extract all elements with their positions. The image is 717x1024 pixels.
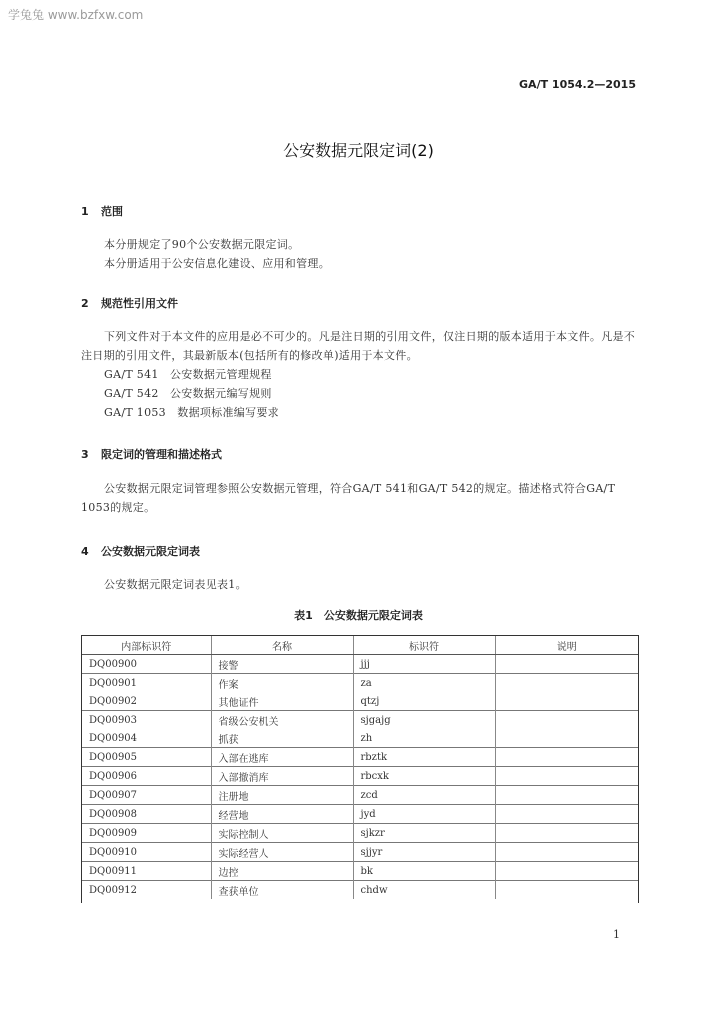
paragraph: 公安数据元限定词表见表1。 [104,578,247,591]
section-2-body [81,327,636,422]
cell-description [495,786,638,805]
reference-item: GA/T 541 公安数据元管理规程 [104,368,272,381]
cell-identifier: jyd [353,805,495,824]
table-caption: 表1 公安数据元限定词表 [294,609,423,622]
section-title: 公安数据元限定词表 [101,545,200,558]
cell-identifier: chdw [353,881,495,900]
cell-description [495,748,638,767]
cell-internal-id: DQ00910 [82,843,211,862]
cell-internal-id: DQ00902 [82,692,211,711]
table-row [82,843,638,862]
table-row [82,862,638,881]
watermark-text: 学兔兔 www.bzfxw.com [8,8,144,22]
cell-identifier: sjgajg [353,711,495,730]
reference-item: GA/T 1053 数据项标准编写要求 [104,406,279,419]
cell-name: 实际控制人 [211,824,353,843]
section-1-body [81,235,636,273]
header-name: 名称 [211,636,353,655]
cell-name: 作案 [211,674,353,693]
cell-name: 其他证件 [211,692,353,711]
cell-description [495,711,638,730]
cell-description [495,674,638,693]
section-1-heading [81,203,123,219]
cell-internal-id: DQ00909 [82,824,211,843]
section-3-body [81,479,636,517]
cell-name: 注册地 [211,786,353,805]
cell-identifier: sjkzr [353,824,495,843]
section-number: 4 [81,545,89,558]
cell-internal-id: DQ00912 [82,881,211,900]
cell-identifier: za [353,674,495,693]
table-row [82,711,638,730]
section-4-heading [81,543,200,559]
cell-name: 边控 [211,862,353,881]
table-row [82,655,638,674]
cell-internal-id: DQ00900 [82,655,211,674]
table-body [82,655,638,900]
table-row [82,729,638,748]
standard-code: GA/T 1054.2—2015 [519,78,636,91]
paragraph-line: 本分册适用于公安信息化建设、应用和管理。 [104,257,330,270]
table-row [82,748,638,767]
cell-name: 实际经营人 [211,843,353,862]
cell-identifier: rbztk [353,748,495,767]
cell-internal-id: DQ00908 [82,805,211,824]
qualifier-table [81,635,639,903]
cell-identifier: jjj [353,655,495,674]
cell-identifier: sjjyr [353,843,495,862]
cell-description [495,805,638,824]
section-4-body [81,575,636,594]
cell-name: 入部在逃库 [211,748,353,767]
cell-identifier: zh [353,729,495,748]
cell-name: 入部撤消库 [211,767,353,786]
cell-internal-id: DQ00903 [82,711,211,730]
cell-description [495,692,638,711]
section-3-heading [81,446,222,462]
section-number: 1 [81,205,89,218]
table-row [82,786,638,805]
table-header-row [82,636,638,655]
paragraph-line: 本分册规定了90个公安数据元限定词。 [104,238,300,251]
cell-internal-id: DQ00911 [82,862,211,881]
section-2-heading [81,295,178,311]
cell-name: 抓获 [211,729,353,748]
qualifier-table-grid [82,636,638,899]
table-row [82,692,638,711]
cell-identifier: bk [353,862,495,881]
cell-internal-id: DQ00906 [82,767,211,786]
section-title: 范围 [101,205,123,218]
header-description: 说明 [495,636,638,655]
header-internal-id: 内部标识符 [82,636,211,655]
document-title: 公安数据元限定词(2) [283,141,434,160]
reference-item: GA/T 542 公安数据元编写规则 [104,387,272,400]
cell-description [495,881,638,900]
section-title: 规范性引用文件 [101,297,178,310]
table-row [82,767,638,786]
cell-internal-id: DQ00901 [82,674,211,693]
section-number: 3 [81,448,89,461]
table-row [82,805,638,824]
section-number: 2 [81,297,89,310]
cell-name: 经营地 [211,805,353,824]
cell-description [495,767,638,786]
cell-internal-id: DQ00907 [82,786,211,805]
paragraph: 公安数据元限定词管理参照公安数据元管理，符合GA/T 541和GA/T 542的规定。描述格式符合GA/T 1053的规定。 [81,482,616,514]
cell-identifier: zcd [353,786,495,805]
cell-description [495,729,638,748]
cell-description [495,843,638,862]
cell-description [495,862,638,881]
paragraph: 下列文件对于本文件的应用是必不可少的。凡是注日期的引用文件，仅注日期的版本适用于本文件。凡是不注日期的引用文件，其最新版本(包括所有的修改单)适用于本文件。 [81,330,636,362]
cell-description [495,655,638,674]
cell-name: 查获单位 [211,881,353,900]
table-row [82,824,638,843]
table-row [82,674,638,693]
cell-name: 接警 [211,655,353,674]
section-title: 限定词的管理和描述格式 [101,448,222,461]
cell-internal-id: DQ00905 [82,748,211,767]
cell-description [495,824,638,843]
cell-internal-id: DQ00904 [82,729,211,748]
header-identifier: 标识符 [353,636,495,655]
page-number: 1 [613,928,620,941]
cell-identifier: rbcxk [353,767,495,786]
cell-name: 省级公安机关 [211,711,353,730]
cell-identifier: qtzj [353,692,495,711]
table-row [82,881,638,900]
